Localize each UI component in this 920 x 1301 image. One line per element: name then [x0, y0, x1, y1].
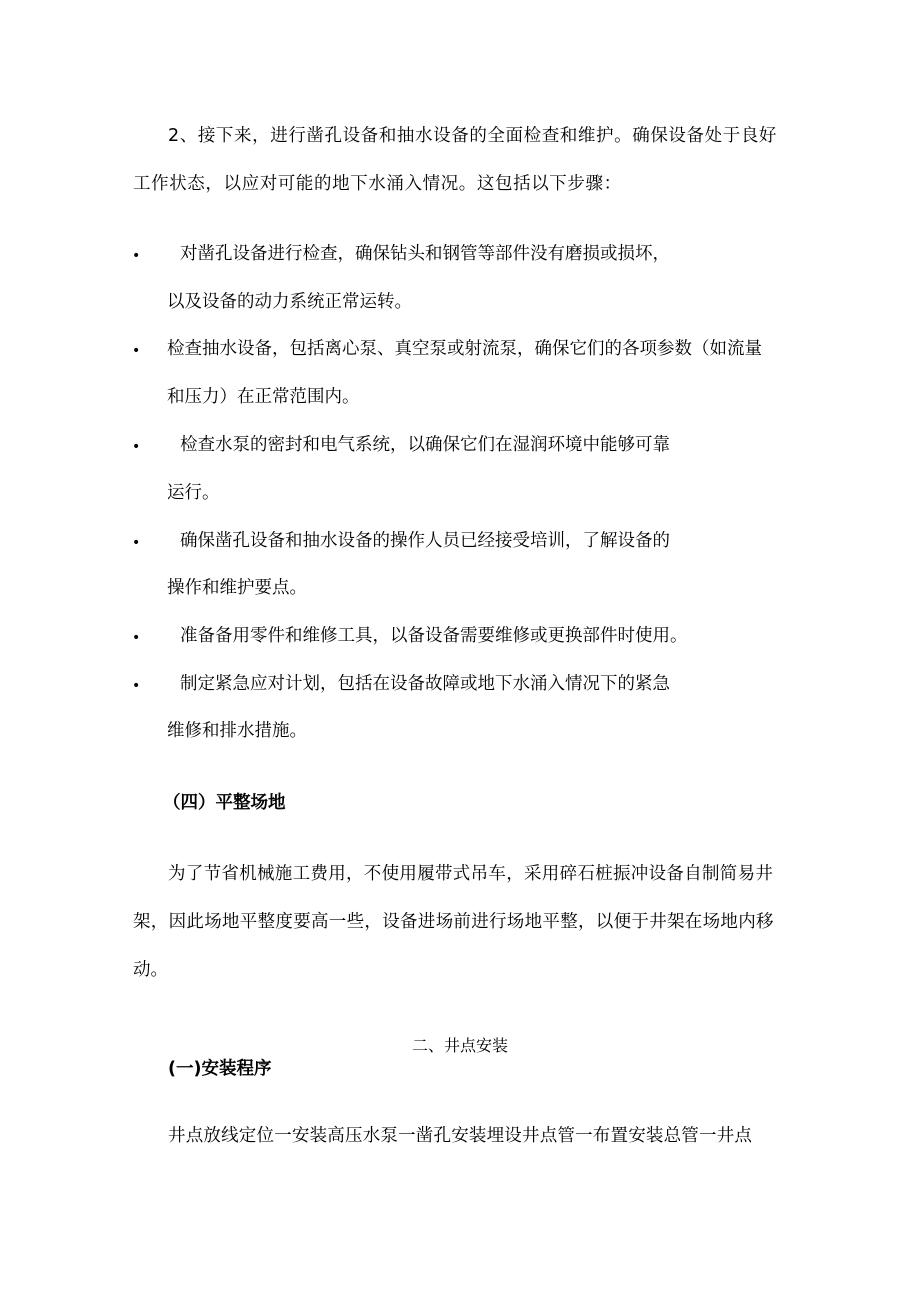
- bullet-4-line-2: 操作和维护要点。: [167, 578, 307, 598]
- bullet-3-line-2: 运行。: [167, 483, 220, 503]
- chapter-2-title: 二、井点安装: [411, 1036, 508, 1055]
- bullet-marker: •: [132, 343, 141, 359]
- bullet-5-line-1: 准备备用零件和维修工具，以备设备需要维修或更换部件时使用。: [180, 626, 688, 646]
- section-4-para-line-2: 架，因此场地平整度要高一些，设备进场前进行场地平整，以便于井架在场地内移: [133, 912, 774, 932]
- intro-line-2: 工作状态，以应对可能的地下水涌入情况。这包括以下步骤：: [133, 174, 622, 194]
- bullet-1-line-2: 以及设备的动力系统正常运转。: [167, 292, 412, 312]
- section-4-para-line-3: 动。: [133, 960, 168, 980]
- bullet-marker: •: [132, 248, 141, 264]
- section-4-heading: （四）平整场地: [163, 793, 286, 813]
- section-4-para-line-1: 为了节省机械施工费用，不使用履带式吊车，采用碎石桩振冲设备自制简易井: [168, 864, 774, 884]
- intro-line-1: 2、接下来，进行凿孔设备和抽水设备的全面检查和维护。确保设备处于良好: [168, 126, 778, 146]
- bullet-2-line-2: 和压力）在正常范围内。: [167, 387, 360, 407]
- chapter-2-sub-heading: (一)安装程序: [168, 1059, 272, 1079]
- bullet-marker: •: [132, 535, 141, 551]
- bullet-4-line-1: 确保凿孔设备和抽水设备的操作人员已经接受培训，了解设备的: [180, 531, 670, 551]
- bullet-6-line-2: 维修和排水措施。: [167, 721, 307, 741]
- bullet-3-line-1: 检查水泵的密封和电气系统，以确保它们在湿润环境中能够可靠: [180, 435, 670, 455]
- bullet-marker: •: [132, 630, 141, 646]
- bullet-marker: •: [132, 439, 141, 455]
- bullet-1-line-1: 对凿孔设备进行检查，确保钻头和钢管等部件没有磨损或损坏，: [180, 244, 670, 264]
- bullet-6-line-1: 制定紧急应对计划，包括在设备故障或地下水涌入情况下的紧急: [180, 674, 670, 694]
- bullet-marker: •: [132, 678, 141, 694]
- chapter-2-para-line-1: 井点放线定位一安装高压水泵一凿孔安装埋设井点管一布置安装总管一井点: [168, 1126, 753, 1146]
- bullet-2-line-1: 检查抽水设备，包括离心泵、真空泵或射流泵，确保它们的各项参数（如流量: [167, 339, 762, 359]
